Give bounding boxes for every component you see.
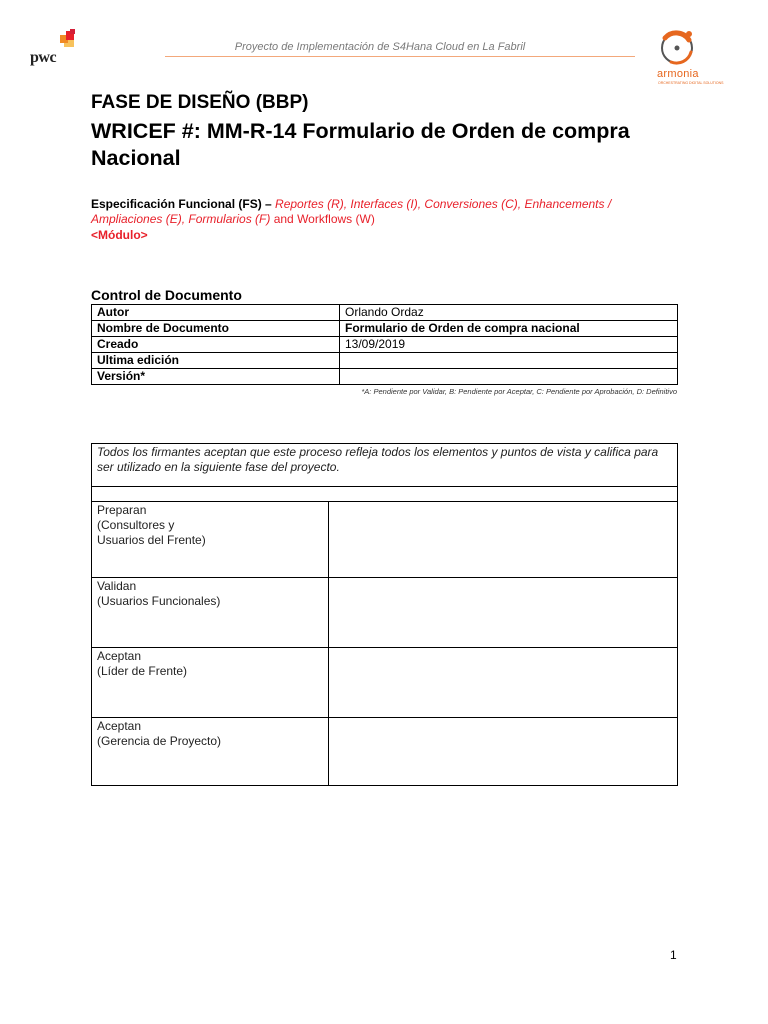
table-row [92, 305, 678, 321]
spec-workflows: and Workflows (W) [270, 212, 375, 226]
table-row [92, 578, 677, 648]
control-label: Creado [92, 337, 340, 353]
signature-role: Aceptan (Gerencia de Proyecto) [92, 718, 329, 785]
pwc-logo-text: pwc [30, 49, 57, 66]
signature-field [329, 578, 677, 647]
signature-table [91, 443, 678, 786]
table-row [92, 353, 678, 369]
page-number: 1 [670, 948, 677, 962]
signature-role: Aceptan (Líder de Frente) [92, 648, 329, 717]
control-value [340, 369, 678, 385]
header-title: Proyecto de Implementación de S4Hana Cloud en La Fabril [234, 41, 526, 53]
table-row [92, 648, 677, 718]
spec-label: Especificación Funcional (FS) – [91, 197, 276, 211]
control-table [91, 304, 678, 385]
control-value [340, 353, 678, 369]
spec-line [91, 197, 671, 227]
module-placeholder: <Módulo> [91, 228, 148, 242]
control-label: Versión* [92, 369, 340, 385]
table-row [92, 502, 677, 578]
control-label: Ultima edición [92, 353, 340, 369]
phase-title: FASE DE DISEÑO (BBP) [91, 92, 309, 113]
version-note: *A: Pendiente por Validar, B: Pendiente por Aceptar, C: Pendiente por Aprobación, D: Definitivo [361, 387, 677, 396]
pwc-logo [30, 29, 80, 69]
signature-intro: Todos los firmantes aceptan que este proceso refleja todos los elementos y puntos de vista y califica para ser utilizado en la siguiente fase del proyecto. [92, 444, 677, 487]
table-row [92, 369, 678, 385]
control-value: Formulario de Orden de compra nacional [340, 321, 678, 337]
header-divider [165, 56, 635, 57]
signature-field [329, 648, 677, 717]
control-value: Orlando Ordaz [340, 305, 678, 321]
table-row [92, 321, 678, 337]
control-title: Control de Documento [91, 287, 242, 303]
control-label: Nombre de Documento [92, 321, 340, 337]
table-row [92, 337, 678, 353]
spec-types: Reportes (R), Interfaces (I), Conversiones (C), Enhancements / Ampliaciones (E), Formularios (F) [91, 197, 612, 226]
control-value: 13/09/2019 [340, 337, 678, 353]
table-row [92, 718, 677, 785]
signature-role: Validan (Usuarios Funcionales) [92, 578, 329, 647]
armonia-logo-text: armonia [657, 68, 699, 80]
pwc-logo-mark-icon [30, 29, 80, 51]
wricef-title: WRICEF #: MM-R-14 Formulario de Orden de compra Nacional [91, 119, 630, 170]
armonia-logo-subtext: ORCHESTRATING DIGITAL SOLUTIONS [658, 81, 724, 85]
signature-spacer-row [92, 487, 677, 502]
control-label: Autor [92, 305, 340, 321]
signature-role: Preparan (Consultores y Usuarios del Frente) [92, 502, 329, 577]
armonia-logo-icon [655, 28, 699, 68]
armonia-logo [655, 28, 724, 88]
signature-field [329, 502, 677, 577]
signature-field [329, 718, 677, 785]
